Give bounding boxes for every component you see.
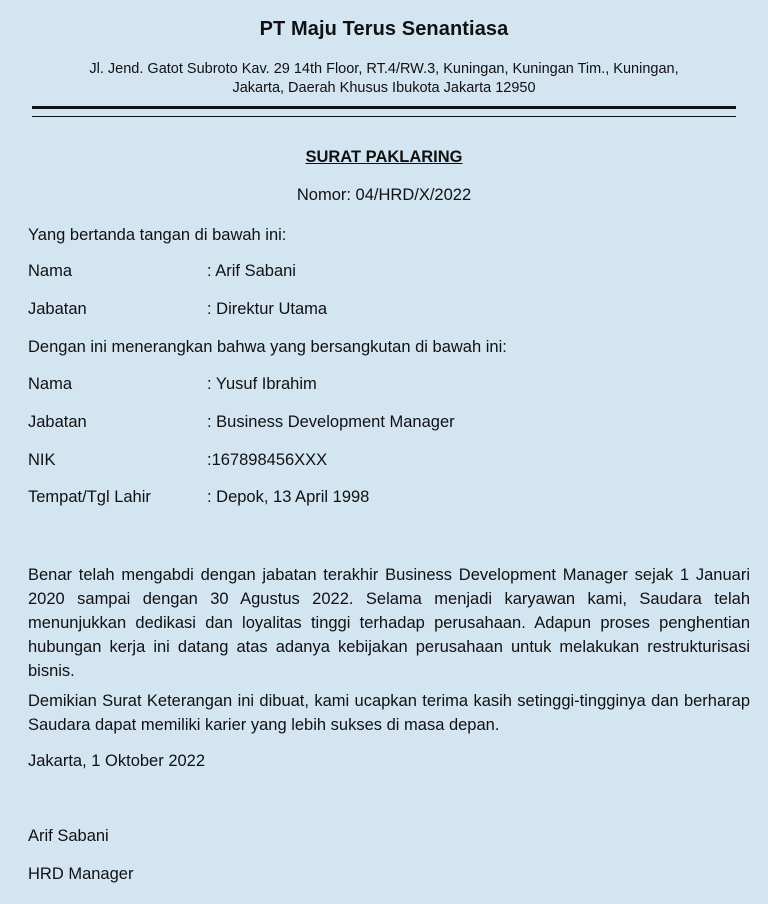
signer-name-label: Nama: [28, 262, 73, 280]
employee-birth-value: : Depok, 13 April 1998: [207, 488, 370, 506]
document-title: SURAT PAKLARING: [305, 148, 463, 166]
signer-intro: Yang bertanda tangan di bawah ini:: [28, 226, 287, 244]
body-paragraph-2: Demikian Surat Keterangan ini dibuat, kami ucapkan terima kasih setinggi-tingginya dan berharap Saudara dapat memiliki karier yang lebih sukses di masa depan.: [28, 692, 750, 734]
employee-position-label: Jabatan: [28, 413, 87, 431]
letterhead-divider-thin: [32, 116, 736, 117]
employee-intro: Dengan ini menerangkan bahwa yang bersangkutan di bawah ini:: [28, 338, 507, 356]
address-line-2: Jakarta, Daerah Khusus Ibukota Jakarta 12950: [232, 80, 536, 96]
document-number: Nomor: 04/HRD/X/2022: [296, 186, 472, 204]
signatory-name: Arif Sabani: [28, 827, 109, 845]
letterhead-divider-thick: [32, 106, 736, 109]
employee-nik-value: :167898456XXX: [207, 451, 328, 469]
employee-position-value: : Business Development Manager: [207, 413, 455, 431]
company-address: [40, 60, 728, 98]
signer-position-value: : Direktur Utama: [207, 300, 328, 318]
employee-name-value: : Yusuf Ibrahim: [207, 375, 317, 393]
body-paragraph-1: Benar telah mengabdi dengan jabatan terakhir Business Development Manager sejak 1 Januari 2020 sampai dengan 30 Agustus 2022. Selama menjadi karyawan kami, Saudara telah menunjukkan dedikasi dan loyalitas tinggi terhadap perusahaan. Adapun proses penghentian hubungan kerja ini datang atas adanya kebijakan perusahaan untuk melakukan restrukturisasi bisnis.: [28, 566, 750, 680]
employee-nik-label: NIK: [28, 451, 56, 469]
company-name: PT Maju Terus Senantiasa: [259, 18, 509, 40]
place-date: Jakarta, 1 Oktober 2022: [28, 752, 206, 770]
employee-birth-label: Tempat/Tgl Lahir: [28, 488, 151, 506]
address-line-1: Jl. Jend. Gatot Subroto Kav. 29 14th Floor, RT.4/RW.3, Kuningan, Kuningan Tim., Kuningan,: [89, 61, 679, 77]
employee-name-label: Nama: [28, 375, 73, 393]
signatory-title: HRD Manager: [28, 865, 134, 883]
signer-name-value: : Arif Sabani: [207, 262, 296, 280]
signer-position-label: Jabatan: [28, 300, 87, 318]
